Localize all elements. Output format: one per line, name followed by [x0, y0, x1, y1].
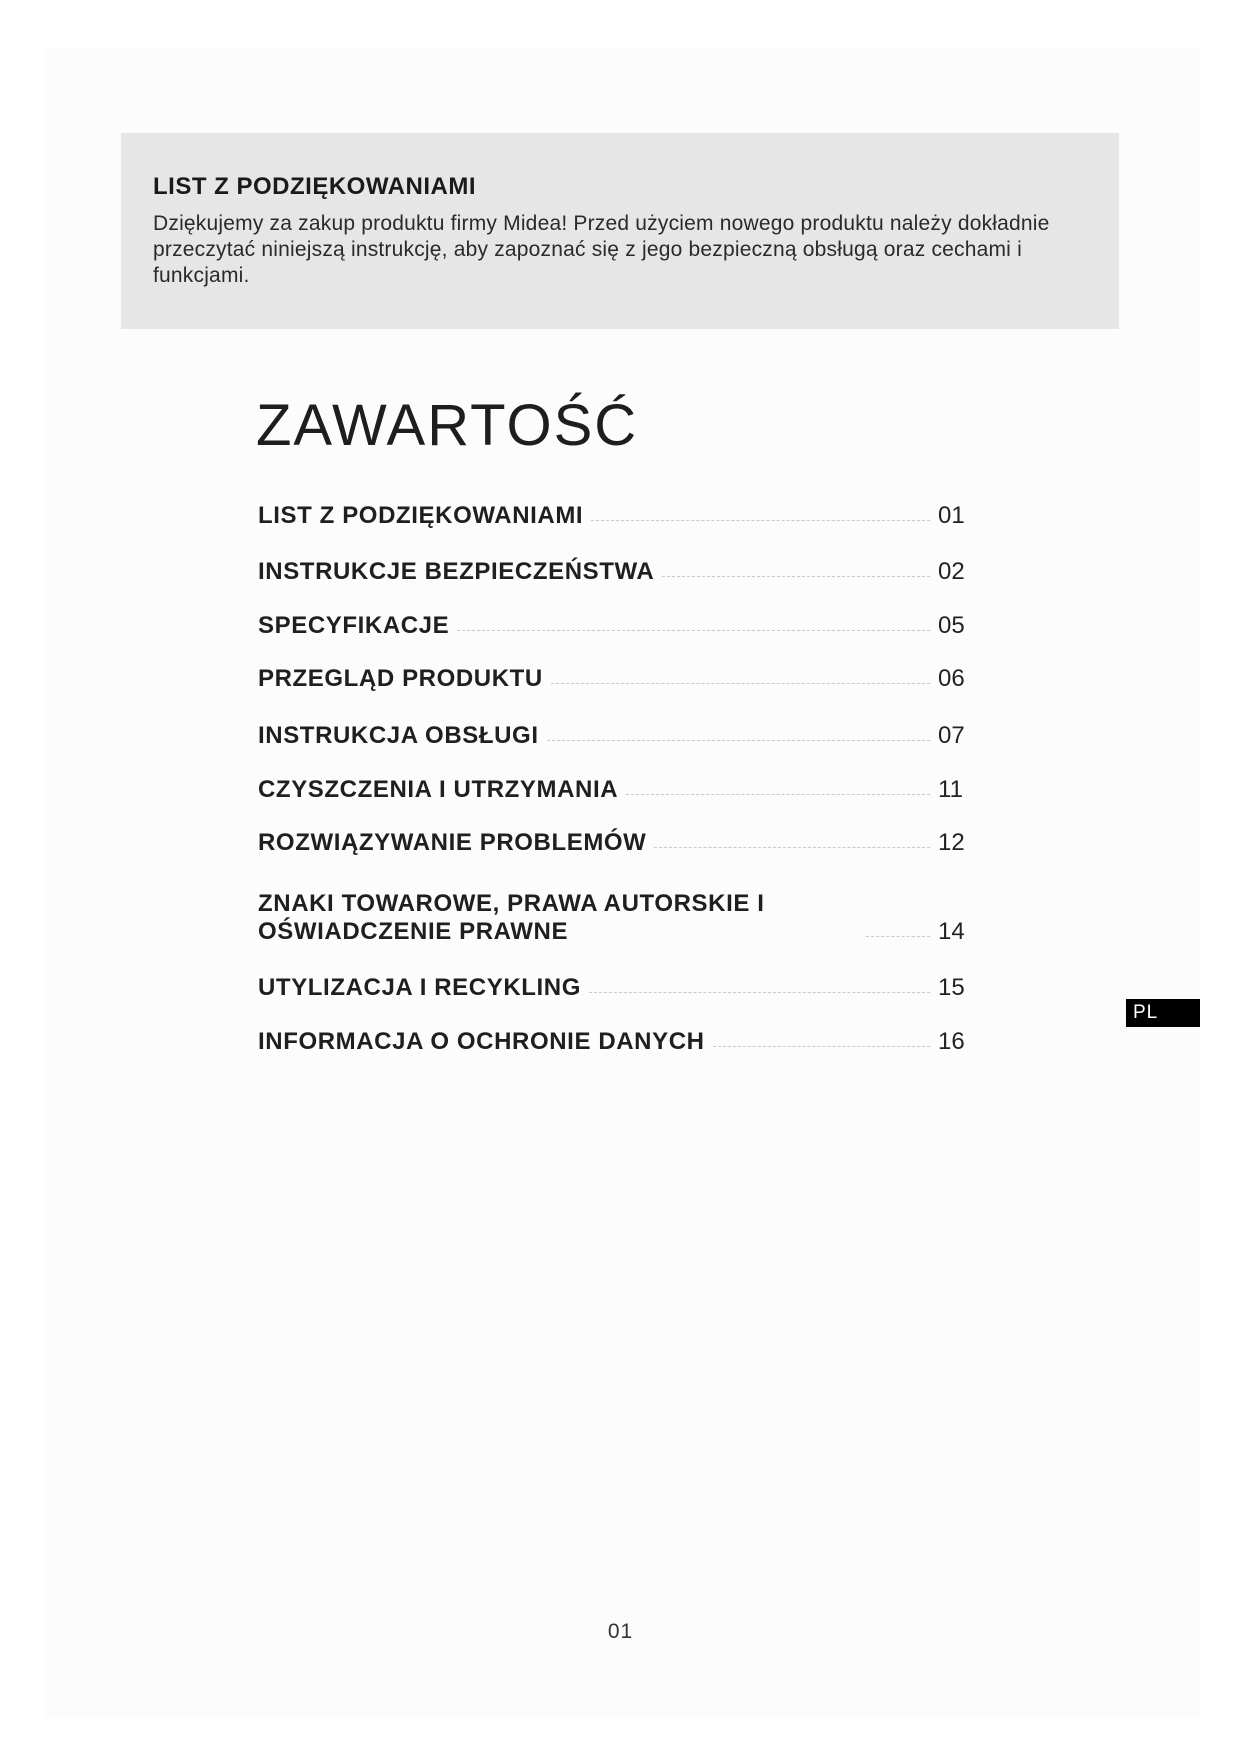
language-tab: PL: [1126, 999, 1200, 1027]
page-number: 01: [607, 1620, 634, 1643]
toc-entry[interactable]: [258, 502, 978, 530]
toc-leader-line: [662, 576, 930, 577]
toc-leader-line: [654, 847, 930, 848]
toc-leader-line: [866, 936, 930, 937]
toc-entry-page: 11: [938, 776, 963, 803]
toc-entry-label: UTYLIZACJA I RECYKLING: [258, 974, 581, 1001]
toc-leader-line: [713, 1046, 930, 1047]
toc-entry-label: SPECYFIKACJE: [258, 612, 450, 639]
contents-heading: ZAWARTOŚĆ: [256, 393, 639, 458]
toc-entry-page: 15: [938, 974, 965, 1001]
thank-you-box: [121, 133, 1119, 329]
toc-entry[interactable]: [258, 890, 978, 946]
toc-entry-page: 14: [938, 918, 965, 945]
toc-entry[interactable]: [258, 829, 978, 857]
toc-entry[interactable]: [258, 974, 978, 1002]
toc-leader-line: [591, 520, 930, 521]
toc-entry-label: INSTRUKCJE BEZPIECZEŃSTWA: [258, 558, 655, 585]
toc-entry[interactable]: [258, 558, 978, 586]
toc-leader-line: [589, 992, 930, 993]
toc-leader-line: [547, 740, 930, 741]
toc-entry-page: 12: [938, 829, 965, 856]
toc-entry[interactable]: [258, 665, 978, 693]
toc-entry[interactable]: [258, 722, 978, 750]
toc-entry[interactable]: [258, 612, 978, 640]
toc-entry-page: 01: [938, 502, 965, 529]
thank-you-title: LIST Z PODZIĘKOWANIAMI: [153, 173, 476, 200]
thank-you-text: Dziękujemy za zakup produktu firmy Midea! Przed użyciem nowego produktu należy dokładnie przeczytać niniejszą instrukcję, aby zapoznać się z jego bezpieczną obsługą oraz cechami i funkcjami.: [153, 212, 1050, 287]
toc-leader-line: [551, 683, 930, 684]
toc-entry-page: 02: [938, 558, 965, 585]
toc-entry[interactable]: [258, 1028, 978, 1056]
toc-entry-page: 06: [938, 665, 965, 692]
toc-entry-page: 16: [938, 1028, 965, 1055]
toc-entry-label: ZNAKI TOWAROWE, PRAWA AUTORSKIE I OŚWIADCZENIE PRAWNE: [258, 890, 765, 945]
toc-entry-label: ROZWIĄZYWANIE PROBLEMÓW: [258, 829, 647, 856]
toc-entry-label: LIST Z PODZIĘKOWANIAMI: [258, 502, 584, 529]
toc-entry-page: 07: [938, 722, 965, 749]
toc-entry-page: 05: [938, 612, 965, 639]
toc-entry-label: CZYSZCZENIA I UTRZYMANIA: [258, 776, 619, 803]
toc-entry[interactable]: [258, 776, 978, 804]
toc-entry-label: INSTRUKCJA OBSŁUGI: [258, 722, 539, 749]
toc-leader-line: [626, 794, 930, 795]
toc-entry-label: PRZEGLĄD PRODUKTU: [258, 665, 543, 692]
toc-leader-line: [457, 630, 930, 631]
toc-entry-label: INFORMACJA O OCHRONIE DANYCH: [258, 1028, 705, 1055]
